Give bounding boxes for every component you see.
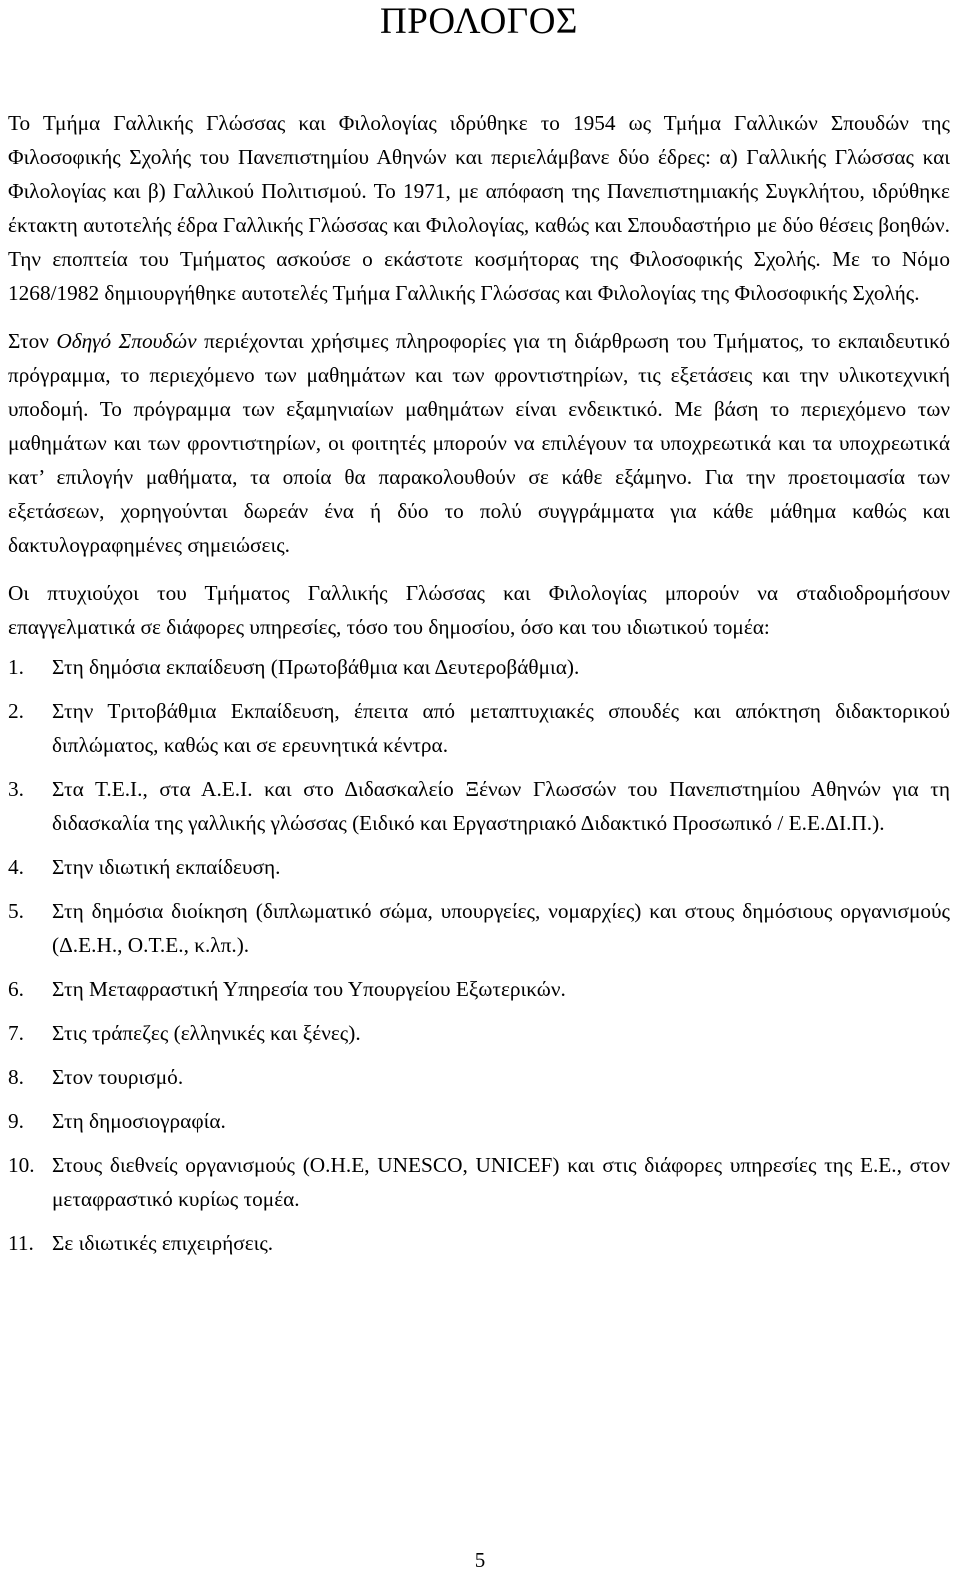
list-item-number: 8. (8, 1065, 24, 1089)
list-item-text: Στις τράπεζες (ελληνικές και ξένες). (52, 1021, 361, 1045)
list-item (8, 850, 950, 884)
list-item-number: 5. (8, 899, 24, 923)
list-item-text: Στη Μεταφραστική Υπηρεσία του Υπουργείου Εξωτερικών. (52, 977, 566, 1001)
list-item-number: 10. (8, 1153, 35, 1177)
list-item-number: 6. (8, 977, 24, 1001)
study-guide-paragraph (8, 324, 950, 562)
list-item-text: Στον τουρισμό. (52, 1065, 184, 1089)
study-guide-text: περιέχονται χρήσιμες πληροφορίες για τη διάρθρωση του Τμήματος, το εκπαιδευτικό πρόγραμμα, το περιεχόμενο των μαθημάτων και των φροντιστηρίων, τις εξετάσεις και την υλικοτεχνική υποδομή. Το πρόγραμμα των εξαμηνιαίων μαθημάτων είναι ενδεικτικό. Με βάση το περιεχόμενο των μαθημάτων και των φροντιστηρίων, οι φοιτητές μπορούν να επιλέγουν τα υποχρεωτικά και τα υποχρεωτικά κατ’ επιλογήν μαθήματα, τα οποία θα παρακολουθούν σε κάθε εξάμηνο. Για την προετοιμασία των εξετάσεων, χορηγούνται δωρεάν ένα ή δύο το πολύ συγγράμματα για κάθε μάθημα καθώς και δακτυλογραφημένες σημειώσεις. (8, 329, 951, 557)
list-item-number: 7. (8, 1021, 24, 1045)
list-item-number: 1. (8, 655, 24, 679)
list-item-text: Στην ιδιωτική εκπαίδευση. (52, 855, 281, 879)
list-item-text: Στα Τ.Ε.Ι., στα Α.Ε.Ι. και στο Διδασκαλείο Ξένων Γλωσσών του Πανεπιστημίου Αθηνών για τη διδασκαλία της γαλλικής γλώσσας (Ειδικό και Εργαστηριακό Διδακτικό Προσωπικό / Ε.Ε.ΔΙ.Π.). (52, 777, 950, 835)
list-item-number: 4. (8, 855, 24, 879)
list-item (8, 1016, 950, 1050)
study-guide-prefix: Στον (8, 329, 57, 353)
list-item (8, 894, 950, 962)
page-number: 5 (474, 1548, 486, 1572)
list-item-text: Σε ιδιωτικές επιχειρήσεις. (52, 1231, 274, 1255)
list-item (8, 1104, 950, 1138)
document-page (8, 0, 950, 1270)
study-guide-title: Οδηγό Σπουδών (56, 329, 197, 353)
list-item (8, 650, 950, 684)
list-item-number: 3. (8, 777, 24, 801)
list-item-number: 11. (8, 1231, 34, 1255)
list-item (8, 972, 950, 1006)
careers-paragraph: Οι πτυχιούχοι του Τμήματος Γαλλικής Γλώσσας και Φιλολογίας μπορούν να σταδιοδρομήσουν επαγγελματικά σε διάφορες υπηρεσίες, τόσο του δημοσίου, όσο και του ιδιωτικού τομέα: (8, 581, 950, 639)
list-item-number: 9. (8, 1109, 24, 1133)
list-item-text: Στην Τριτοβάθμια Εκπαίδευση, έπειτα από μεταπτυχιακές σπουδές και απόκτηση διδακτορικού διπλώματος, καθώς και σε ερευνητικά κέντρα. (52, 699, 950, 757)
list-item-text: Στη δημοσιογραφία. (52, 1109, 226, 1133)
list-item-text: Στους διεθνείς οργανισμούς (Ο.Η.Ε, UNESCO, UNICEF) και στις διάφορες υπηρεσίες της Ε.Ε., στον μεταφραστικό κυρίως τομέα. (52, 1153, 950, 1211)
list-item-number: 2. (8, 699, 24, 723)
list-item (8, 772, 950, 840)
list-item-text: Στη δημόσια διοίκηση (διπλωματικό σώμα, υπουργείες, νομαρχίες) και στους δημόσιους οργανισμούς (Δ.Ε.Η., Ο.Τ.Ε., κ.λπ.). (52, 899, 950, 957)
list-item (8, 694, 950, 762)
list-item (8, 1148, 950, 1216)
careers-list (8, 650, 950, 1260)
list-item-text: Στη δημόσια εκπαίδευση (Πρωτοβάθμια και Δευτεροβάθμια). (52, 655, 580, 679)
list-item (8, 1060, 950, 1094)
list-item (8, 1226, 950, 1260)
intro-paragraph: Το Τμήμα Γαλλικής Γλώσσας και Φιλολογίας ιδρύθηκε το 1954 ως Τμήμα Γαλλικών Σπουδών της Φιλοσοφικής Σχολής του Πανεπιστημίου Αθηνών και περιελάμβανε δύο έδρες: α) Γαλλικής Γλώσσας και Φιλολογίας και β) Γαλλικού Πολιτισμού. Το 1971, με απόφαση της Πανεπιστημιακής Συγκλήτου, ιδρύθηκε έκτακτη αυτοτελής έδρα Γαλλικής Γλώσσας και Φιλολογίας, καθώς και Σπουδαστήριο με δύο θέσεις βοηθών. Την εποπτεία του Τμήματος ασκούσε ο εκάστοτε κοσμήτορας της Φιλοσοφικής Σχολής. Με το Νόμο 1268/1982 δημιουργήθηκε αυτοτελές Τμήμα Γαλλικής Γλώσσας και Φιλολογίας της Φιλοσοφικής Σχολής. (8, 111, 950, 305)
page-title: ΠΡΟΛΟΓΟΣ (380, 1, 578, 42)
